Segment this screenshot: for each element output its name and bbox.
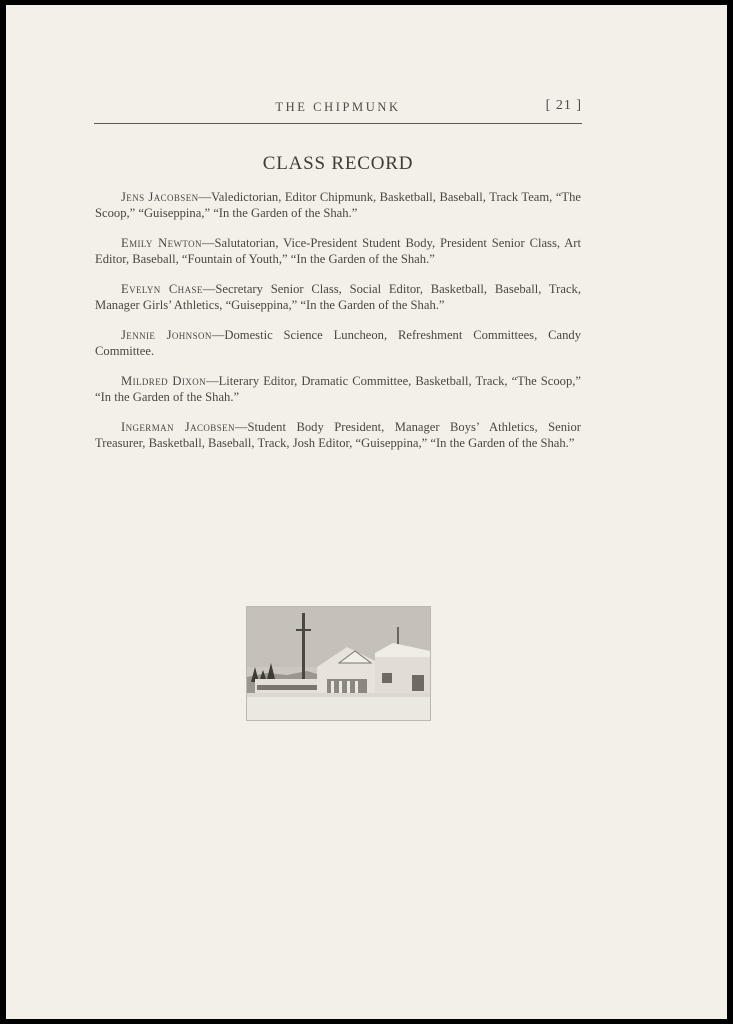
running-header: [94, 100, 582, 124]
snowy-building-image: [247, 607, 430, 720]
page: [6, 5, 727, 1019]
class-record-list: [95, 189, 581, 465]
page-title: CLASS RECORD: [262, 153, 414, 174]
student-record: —Domestic Science Luncheon, Refreshment Committees, Candy Committee.: [95, 328, 582, 358]
record-entry: [95, 327, 581, 359]
student-name: Jennie Johnson: [121, 328, 212, 342]
student-name: Ingerman Jacobsen: [121, 420, 235, 434]
student-name: Emily Newton: [121, 236, 202, 250]
student-record: —Secretary Senior Class, Social Editor, Basketball, Baseball, Track, Manager Girls’ Athletics, “Guiseppina,” “In the Garden of the Shah.”: [95, 282, 582, 312]
student-name: Evelyn Chase: [121, 282, 203, 296]
record-entry: [95, 189, 581, 221]
student-name: Jens Jacobsen: [121, 190, 199, 204]
student-record: —Student Body President, Manager Boys’ Athletics, Senior Treasurer, Basketball, Baseball, Track, Josh Editor, “Guiseppina,” “In the Garden of the Shah.”: [95, 420, 581, 450]
header-title: THE CHIPMUNK: [275, 100, 401, 114]
page-number: [ 21 ]: [545, 98, 582, 113]
student-record: —Salutatorian, Vice-President Student Body, President Senior Class, Art Editor, Baseball, “Fountain of Youth,” “In the Garden of the Shah.”: [95, 236, 581, 266]
record-entry: [95, 373, 581, 405]
record-entry: [95, 281, 581, 313]
student-record: —Literary Editor, Dramatic Committee, Basketball, Track, “The Scoop,” “In the Garden of the Shah.”: [95, 374, 581, 404]
record-entry: [95, 235, 581, 267]
student-record: —Valedictorian, Editor Chipmunk, Basketball, Baseball, Track Team, “The Scoop,” “Guiseppina,” “In the Garden of the Shah.”: [95, 190, 581, 220]
record-entry: [95, 419, 581, 451]
header-rule: [94, 123, 582, 124]
school-building-photo: [246, 606, 431, 721]
student-name: Mildred Dixon: [121, 374, 207, 388]
